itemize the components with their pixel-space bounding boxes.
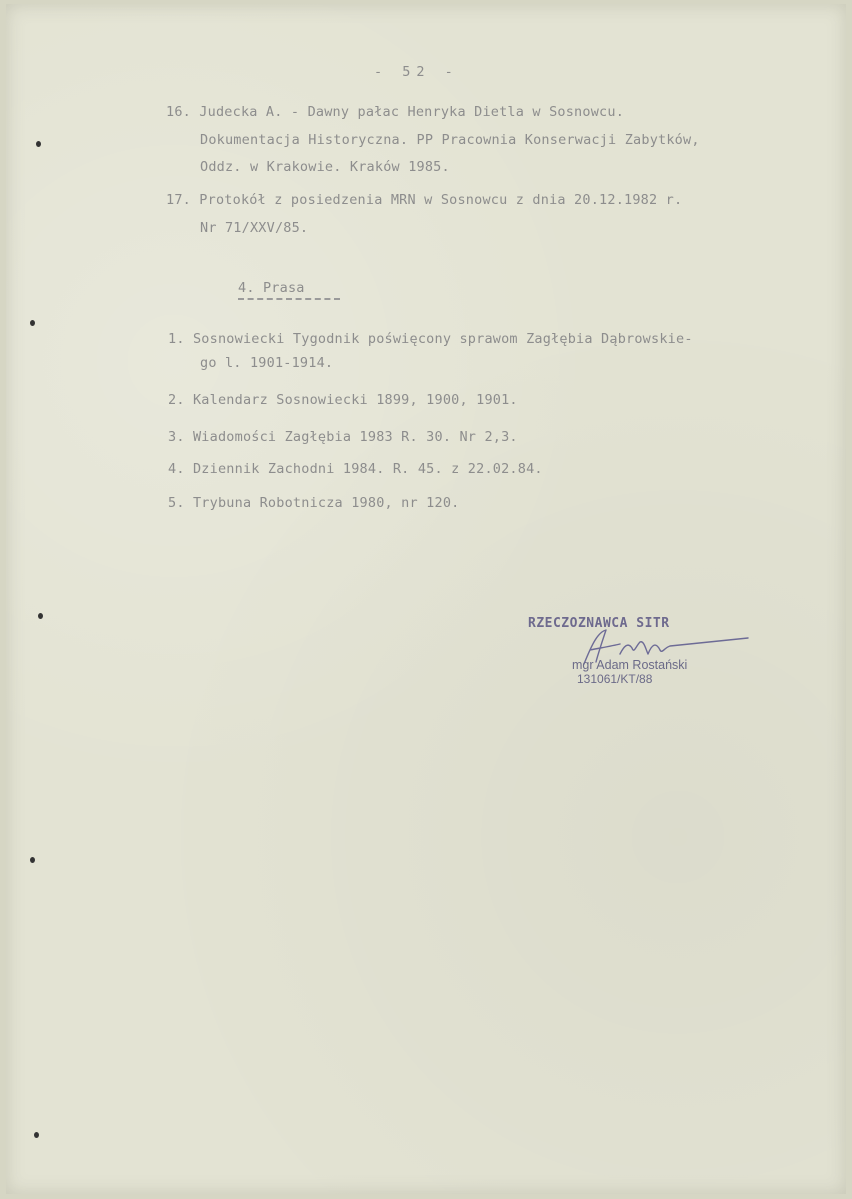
document-page bbox=[6, 4, 846, 1194]
punch-hole bbox=[38, 613, 43, 619]
page-number: - 52 - bbox=[374, 64, 459, 80]
reference-16-line-1: 16. Judecka A. - Dawny pałac Henryka Dietla w Sosnowcu. bbox=[166, 104, 625, 120]
press-item-1-line-2: go l. 1901-1914. bbox=[200, 355, 334, 371]
reference-16-line-3: Oddz. w Krakowie. Kraków 1985. bbox=[200, 159, 450, 175]
stamp-name: mgr Adam Rostański bbox=[572, 658, 688, 672]
press-item-5: 5. Trybuna Robotnicza 1980, nr 120. bbox=[168, 495, 460, 511]
reference-17-line-1: 17. Protokół z posiedzenia MRN w Sosnowcu z dnia 20.12.1982 r. bbox=[166, 192, 683, 208]
heading-underline bbox=[238, 298, 340, 300]
section-heading: 4. Prasa bbox=[238, 280, 305, 296]
punch-hole bbox=[30, 320, 35, 326]
press-item-1-line-1: 1. Sosnowiecki Tygodnik poświęcony sprawom Zagłębia Dąbrowskie- bbox=[168, 331, 693, 347]
stamp-number: 131061/KT/88 bbox=[577, 672, 653, 686]
punch-hole bbox=[30, 857, 35, 863]
press-item-2: 2. Kalendarz Sosnowiecki 1899, 1900, 1901. bbox=[168, 392, 518, 408]
punch-hole bbox=[36, 141, 41, 147]
reference-17-line-2: Nr 71/XXV/85. bbox=[200, 220, 309, 236]
reference-16-line-2: Dokumentacja Historyczna. PP Pracownia Konserwacji Zabytków, bbox=[200, 132, 700, 148]
press-item-4: 4. Dziennik Zachodni 1984. R. 45. z 22.02.84. bbox=[168, 461, 543, 477]
press-item-3: 3. Wiadomości Zagłębia 1983 R. 30. Nr 2,3. bbox=[168, 429, 518, 445]
punch-hole bbox=[34, 1132, 39, 1138]
stamp-title: RZECZOZNAWCA SITR bbox=[528, 616, 670, 631]
